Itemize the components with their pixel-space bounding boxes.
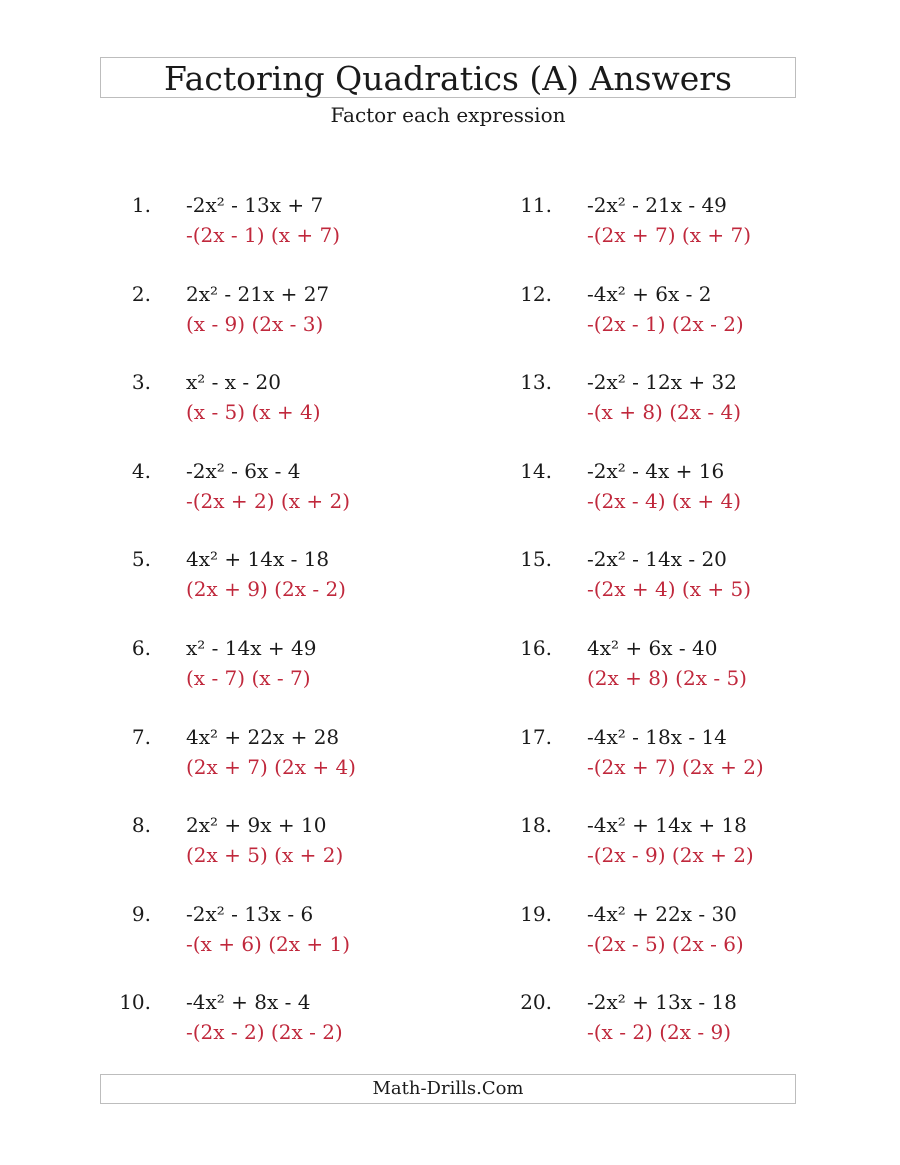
problem-number: 18. bbox=[520, 813, 552, 837]
problem-expression: 4x² + 6x - 40 bbox=[587, 636, 718, 660]
problem-number: 11. bbox=[520, 193, 552, 217]
problem-expression: -2x² - 14x - 20 bbox=[587, 547, 727, 571]
problem-answer: -(x + 8) (2x - 4) bbox=[587, 400, 742, 424]
problem-answer: (2x + 7) (2x + 4) bbox=[186, 755, 356, 779]
problem-number: 19. bbox=[520, 902, 552, 926]
problem-answer: -(2x - 5) (2x - 6) bbox=[587, 932, 744, 956]
page-title: Factoring Quadratics (A) Answers bbox=[164, 59, 732, 98]
problem-number: 10. bbox=[119, 990, 151, 1014]
problem-number: 17. bbox=[520, 725, 552, 749]
problem-answer: -(2x - 1) (x + 7) bbox=[186, 223, 341, 247]
problem-answer: -(2x - 2) (2x - 2) bbox=[186, 1020, 343, 1044]
problem-number: 4. bbox=[131, 459, 151, 483]
problem-expression: -4x² + 14x + 18 bbox=[587, 813, 747, 837]
problem-number: 3. bbox=[131, 370, 151, 394]
problem-number: 12. bbox=[520, 282, 552, 306]
problem-answer: (2x + 8) (2x - 5) bbox=[587, 666, 747, 690]
problem-expression: x² - x - 20 bbox=[186, 370, 281, 394]
problem-expression: -4x² + 8x - 4 bbox=[186, 990, 311, 1014]
problem-number: 1. bbox=[131, 193, 151, 217]
problem-answer: -(2x + 7) (x + 7) bbox=[587, 223, 752, 247]
problem-number: 20. bbox=[520, 990, 552, 1014]
problem-answer: (2x + 9) (2x - 2) bbox=[186, 577, 346, 601]
problem-expression: -2x² - 4x + 16 bbox=[587, 459, 725, 483]
problem-expression: -2x² - 13x - 6 bbox=[186, 902, 314, 926]
title-box bbox=[100, 57, 796, 98]
page-subtitle: Factor each expression bbox=[330, 103, 566, 127]
problem-expression: 2x² + 9x + 10 bbox=[186, 813, 327, 837]
problem-expression: 4x² + 14x - 18 bbox=[186, 547, 330, 571]
problem-answer: -(2x - 9) (2x + 2) bbox=[587, 843, 754, 867]
problem-expression: x² - 14x + 49 bbox=[186, 636, 317, 660]
problem-expression: -2x² - 12x + 32 bbox=[587, 370, 737, 394]
problem-expression: -2x² - 13x + 7 bbox=[186, 193, 324, 217]
problem-expression: -2x² + 13x - 18 bbox=[587, 990, 737, 1014]
problem-answer: -(2x + 7) (2x + 2) bbox=[587, 755, 764, 779]
problem-expression: 4x² + 22x + 28 bbox=[186, 725, 340, 749]
problem-answer: (2x + 5) (x + 2) bbox=[186, 843, 344, 867]
problem-answer: (x - 5) (x + 4) bbox=[186, 400, 321, 424]
problem-answer: -(x + 6) (2x + 1) bbox=[186, 932, 351, 956]
problem-number: 13. bbox=[520, 370, 552, 394]
problem-expression: -2x² - 6x - 4 bbox=[186, 459, 301, 483]
problem-number: 15. bbox=[520, 547, 552, 571]
problem-expression: -4x² + 22x - 30 bbox=[587, 902, 737, 926]
problem-answer: -(2x - 4) (x + 4) bbox=[587, 489, 742, 513]
problem-expression: -4x² - 18x - 14 bbox=[587, 725, 727, 749]
problem-answer: (x - 9) (2x - 3) bbox=[186, 312, 324, 336]
problem-answer: -(2x + 2) (x + 2) bbox=[186, 489, 351, 513]
problem-number: 14. bbox=[520, 459, 552, 483]
footer-text: Math-Drills.Com bbox=[372, 1078, 524, 1099]
problem-expression: -4x² + 6x - 2 bbox=[587, 282, 712, 306]
problem-number: 6. bbox=[131, 636, 151, 660]
problem-expression: -2x² - 21x - 49 bbox=[587, 193, 727, 217]
problem-number: 5. bbox=[131, 547, 151, 571]
problem-number: 8. bbox=[131, 813, 151, 837]
problem-answer: -(x - 2) (2x - 9) bbox=[587, 1020, 732, 1044]
problem-answer: -(2x - 1) (2x - 2) bbox=[587, 312, 744, 336]
problem-number: 9. bbox=[131, 902, 151, 926]
footer bbox=[100, 1074, 796, 1104]
problem-expression: 2x² - 21x + 27 bbox=[186, 282, 330, 306]
problem-number: 2. bbox=[131, 282, 151, 306]
problem-number: 16. bbox=[520, 636, 552, 660]
problem-number: 7. bbox=[131, 725, 151, 749]
problem-answer: -(2x + 4) (x + 5) bbox=[587, 577, 752, 601]
problem-answer: (x - 7) (x - 7) bbox=[186, 666, 311, 690]
